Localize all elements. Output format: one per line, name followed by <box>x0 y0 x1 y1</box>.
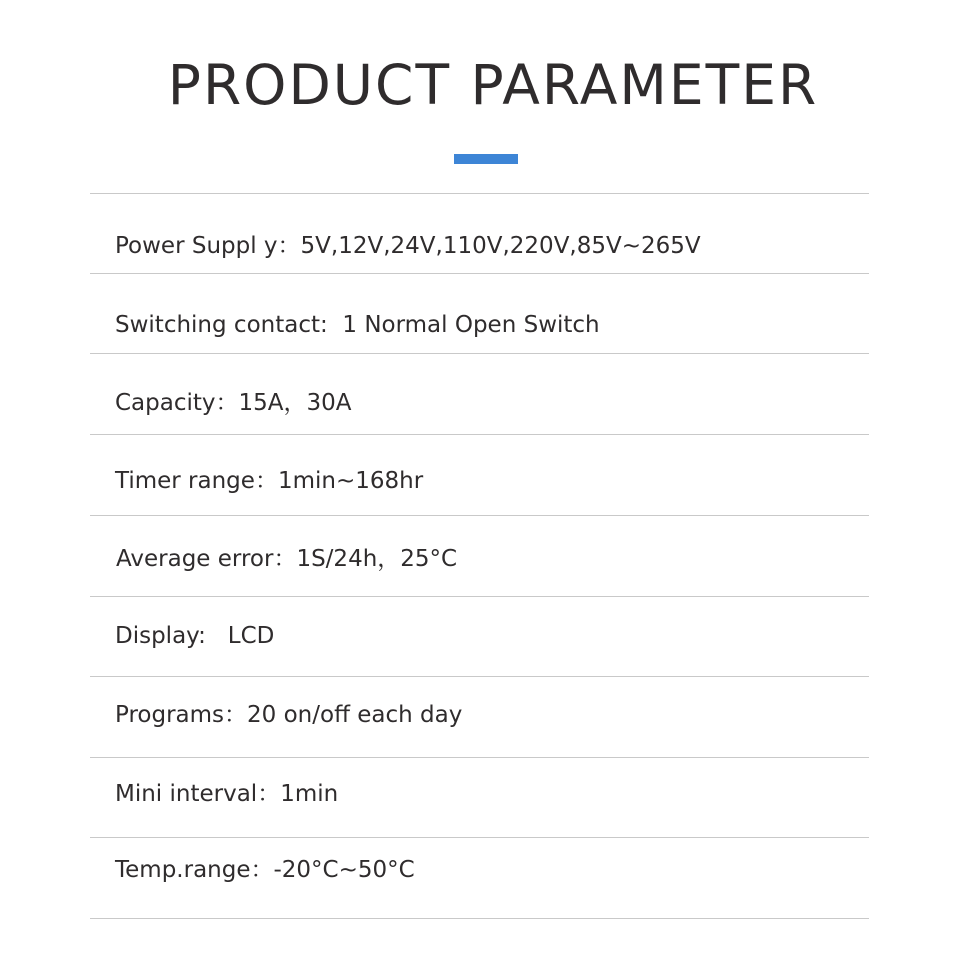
parameter-row-switching-contact <box>115 310 600 340</box>
parameter-label: Mini interval <box>115 781 258 807</box>
parameter-label: Temp.range <box>115 857 251 883</box>
divider <box>90 596 869 597</box>
parameter-value: 20 on/off each day <box>247 702 463 728</box>
parameter-label: Capacity <box>115 390 216 416</box>
divider <box>90 676 869 677</box>
divider-bottom <box>90 918 869 919</box>
divider <box>90 273 869 274</box>
parameter-row-display <box>115 621 274 651</box>
parameter-value: -20°C~50°C <box>273 857 415 883</box>
parameter-row-timer-range <box>115 466 423 496</box>
parameter-value: 1min~168hr <box>277 468 424 494</box>
parameter-row-programs <box>115 700 462 730</box>
divider <box>90 757 869 758</box>
parameter-separator: ： <box>277 233 301 259</box>
divider <box>90 434 869 435</box>
divider <box>90 353 869 354</box>
parameter-label: Switching contact <box>115 312 320 338</box>
parameter-separator: : <box>320 312 343 338</box>
parameter-separator: ： <box>215 390 239 416</box>
divider <box>90 837 869 838</box>
parameter-label: Power Suppl y <box>115 233 278 259</box>
divider-top <box>90 193 869 194</box>
parameter-value: 1 Normal Open Switch <box>342 312 600 338</box>
page-title: PRODUCT PARAMETER <box>167 53 819 117</box>
parameter-row-average-error <box>116 544 457 574</box>
parameter-label: Display <box>115 623 199 649</box>
parameter-separator: ： <box>257 781 281 807</box>
parameter-label: Average error <box>116 546 274 572</box>
parameter-value: LCD <box>227 623 275 649</box>
parameter-label: Timer range <box>115 468 255 494</box>
parameter-value: 1min <box>280 781 339 807</box>
parameter-separator: ： <box>273 546 297 572</box>
parameter-value: 5V,12V,24V,110V,220V,85V~265V <box>300 233 701 259</box>
parameter-row-capacity <box>115 388 352 418</box>
parameter-separator: ： <box>254 468 278 494</box>
parameter-separator: ： <box>224 702 248 728</box>
parameter-row-power-supply <box>115 231 701 261</box>
parameter-value: 15A，30A <box>238 390 352 416</box>
divider <box>90 515 869 516</box>
parameter-row-temp-range <box>115 855 415 885</box>
parameter-label: Programs <box>115 702 225 728</box>
title-accent-bar <box>454 154 518 164</box>
parameter-row-mini-interval <box>115 779 338 809</box>
parameter-value: 1S/24h，25°C <box>296 546 458 572</box>
parameter-separator: ： <box>250 857 274 883</box>
parameter-separator: : <box>198 623 228 649</box>
